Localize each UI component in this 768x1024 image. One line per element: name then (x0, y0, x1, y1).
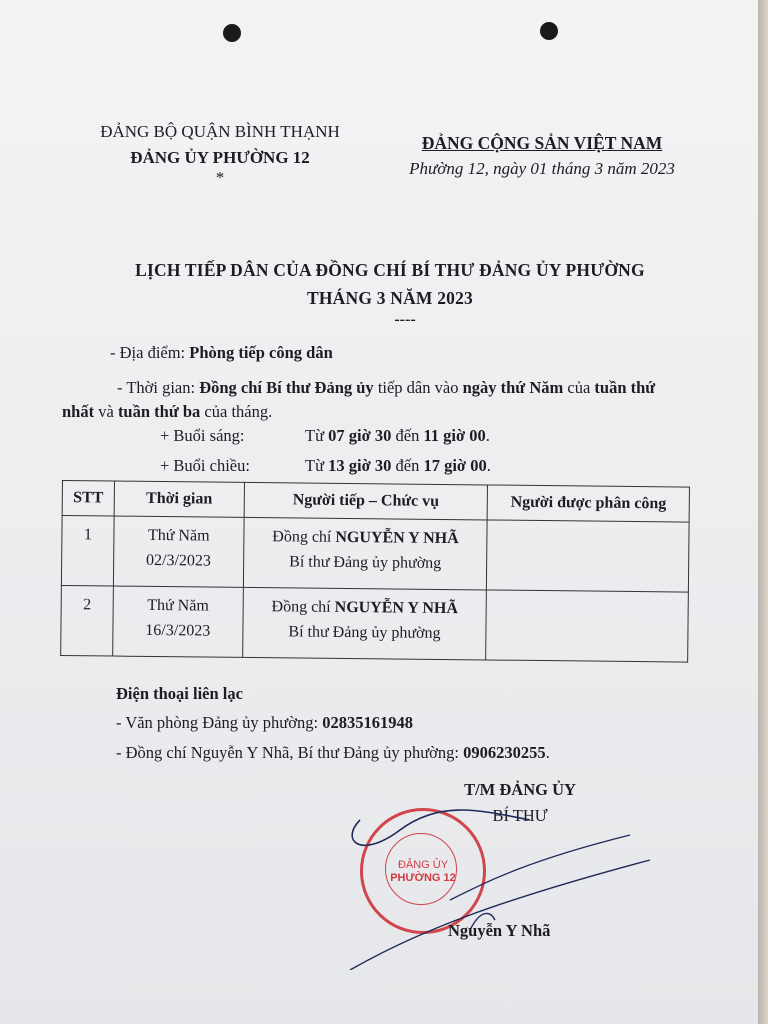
session-label: + Buổi chiều: (160, 456, 250, 475)
contact-office-phone: 02835161948 (322, 713, 413, 732)
cell-receiver (242, 587, 486, 660)
session-afternoon (160, 454, 660, 484)
issuer-line-1: ĐẢNG BỘ QUẬN BÌNH THẠNH (100, 122, 340, 141)
time-text: của (563, 378, 595, 397)
col-header-stt: STT (62, 481, 114, 517)
session-start: 13 giờ 30 (328, 456, 392, 475)
time-line-2 (62, 400, 722, 424)
cell-receiver (243, 517, 487, 590)
session-label: + Buổi sáng: (160, 426, 245, 445)
contact-office (116, 708, 736, 738)
document-date: Phường 12, ngày 01 tháng 3 năm 2023 (409, 159, 675, 178)
contact-person-end: . (545, 743, 550, 762)
time-week: nhất (62, 402, 95, 421)
cell-day: Thứ Năm (147, 596, 209, 615)
time-week: tuần thứ ba (117, 402, 201, 421)
session-text: đến (391, 456, 424, 475)
session-text: Từ (305, 426, 329, 445)
col-header-assigned: Người được phân công (487, 485, 689, 522)
cell-assigned (487, 520, 689, 592)
col-header-time: Thời gian (114, 481, 244, 517)
cell-time (113, 516, 244, 587)
cell-who-prefix: Đồng chí (271, 598, 335, 616)
time-paragraph (62, 376, 722, 424)
cell-assigned (486, 590, 688, 662)
cell-time (113, 586, 244, 657)
signer-name: Nguyễn Y Nhã (448, 921, 551, 940)
time-text: và (94, 402, 118, 421)
sessions-list (160, 424, 660, 484)
time-text: tiếp dân vào (373, 378, 463, 397)
session-text: Từ (305, 456, 329, 475)
issuer-line-2: ĐẢNG ỦY PHƯỜNG 12 (130, 148, 310, 167)
session-morning (160, 424, 660, 454)
punch-hole-right (540, 22, 558, 40)
document-title (40, 256, 740, 328)
time-text: của tháng. (200, 402, 273, 421)
signature-position: BÍ THƯ (492, 806, 548, 825)
cell-who-name: NGUYỄN Y NHÃ (334, 598, 459, 618)
location-value: Phòng tiếp công dân (189, 343, 333, 362)
time-line-1 (62, 376, 722, 400)
session-text: đến (391, 426, 424, 445)
cell-date: 02/3/2023 (145, 551, 212, 570)
table-row (61, 585, 689, 662)
session-start: 07 giờ 30 (328, 426, 392, 445)
cell-stt: 1 (61, 516, 114, 587)
cell-stt: 2 (61, 585, 114, 656)
schedule-table (60, 480, 690, 663)
contact-heading: Điện thoại liên lạc (116, 684, 243, 703)
cell-day: Thứ Năm (147, 526, 210, 545)
title-line-2: THÁNG 3 NĂM 2023 (306, 288, 474, 308)
col-header-receiver: Người tiếp – Chức vụ (244, 482, 488, 520)
nation-block (382, 130, 702, 182)
session-text: . (486, 456, 491, 475)
title-line-1: LỊCH TIẾP DÂN CỦA ĐỒNG CHÍ BÍ THƯ ĐẢNG ỦY PHƯỜNG (135, 260, 645, 280)
session-end: 17 giờ 00 (423, 456, 487, 475)
issuer-block (70, 119, 370, 185)
cell-date: 16/3/2023 (145, 621, 211, 640)
title-rule: ---- (394, 311, 416, 328)
table-row (61, 516, 689, 593)
issuer-mark: * (215, 168, 225, 187)
cell-who-name: NGUYỄN Y NHÃ (335, 528, 459, 548)
party-name: ĐẢNG CỘNG SẢN VIỆT NAM (421, 133, 663, 153)
time-label: - Thời gian: (117, 378, 200, 397)
cell-role: Bí thư Đảng ủy phường (289, 553, 442, 572)
cell-role: Bí thư Đảng ủy phường (288, 623, 441, 642)
paper-edge (758, 0, 768, 1024)
contact-office-label: - Văn phòng Đảng ủy phường: (116, 713, 323, 732)
time-day: ngày thứ Năm (462, 378, 564, 397)
contact-person-phone: 0906230255 (463, 743, 546, 762)
signature-on-behalf: T/M ĐẢNG ỦY (464, 780, 576, 799)
seal-center-line-1: ĐẢNG ỦY (397, 859, 449, 871)
session-text: . (485, 426, 490, 445)
time-week: tuần thứ (594, 378, 656, 397)
contact-person (116, 738, 736, 768)
location-label: - Địa điểm: (110, 343, 190, 362)
punch-hole-left (223, 24, 241, 42)
session-end: 11 giờ 00 (423, 426, 486, 445)
time-who: Đồng chí Bí thư Đảng ủy (199, 378, 374, 397)
location-line (110, 341, 333, 365)
cell-who-prefix: Đồng chí (272, 528, 336, 546)
contact-block (116, 680, 736, 768)
seal-center-line-2: PHƯỜNG 12 (390, 872, 456, 884)
contact-person-label: - Đồng chí Nguyễn Y Nhã, Bí thư Đảng ủy phường: (116, 743, 464, 762)
